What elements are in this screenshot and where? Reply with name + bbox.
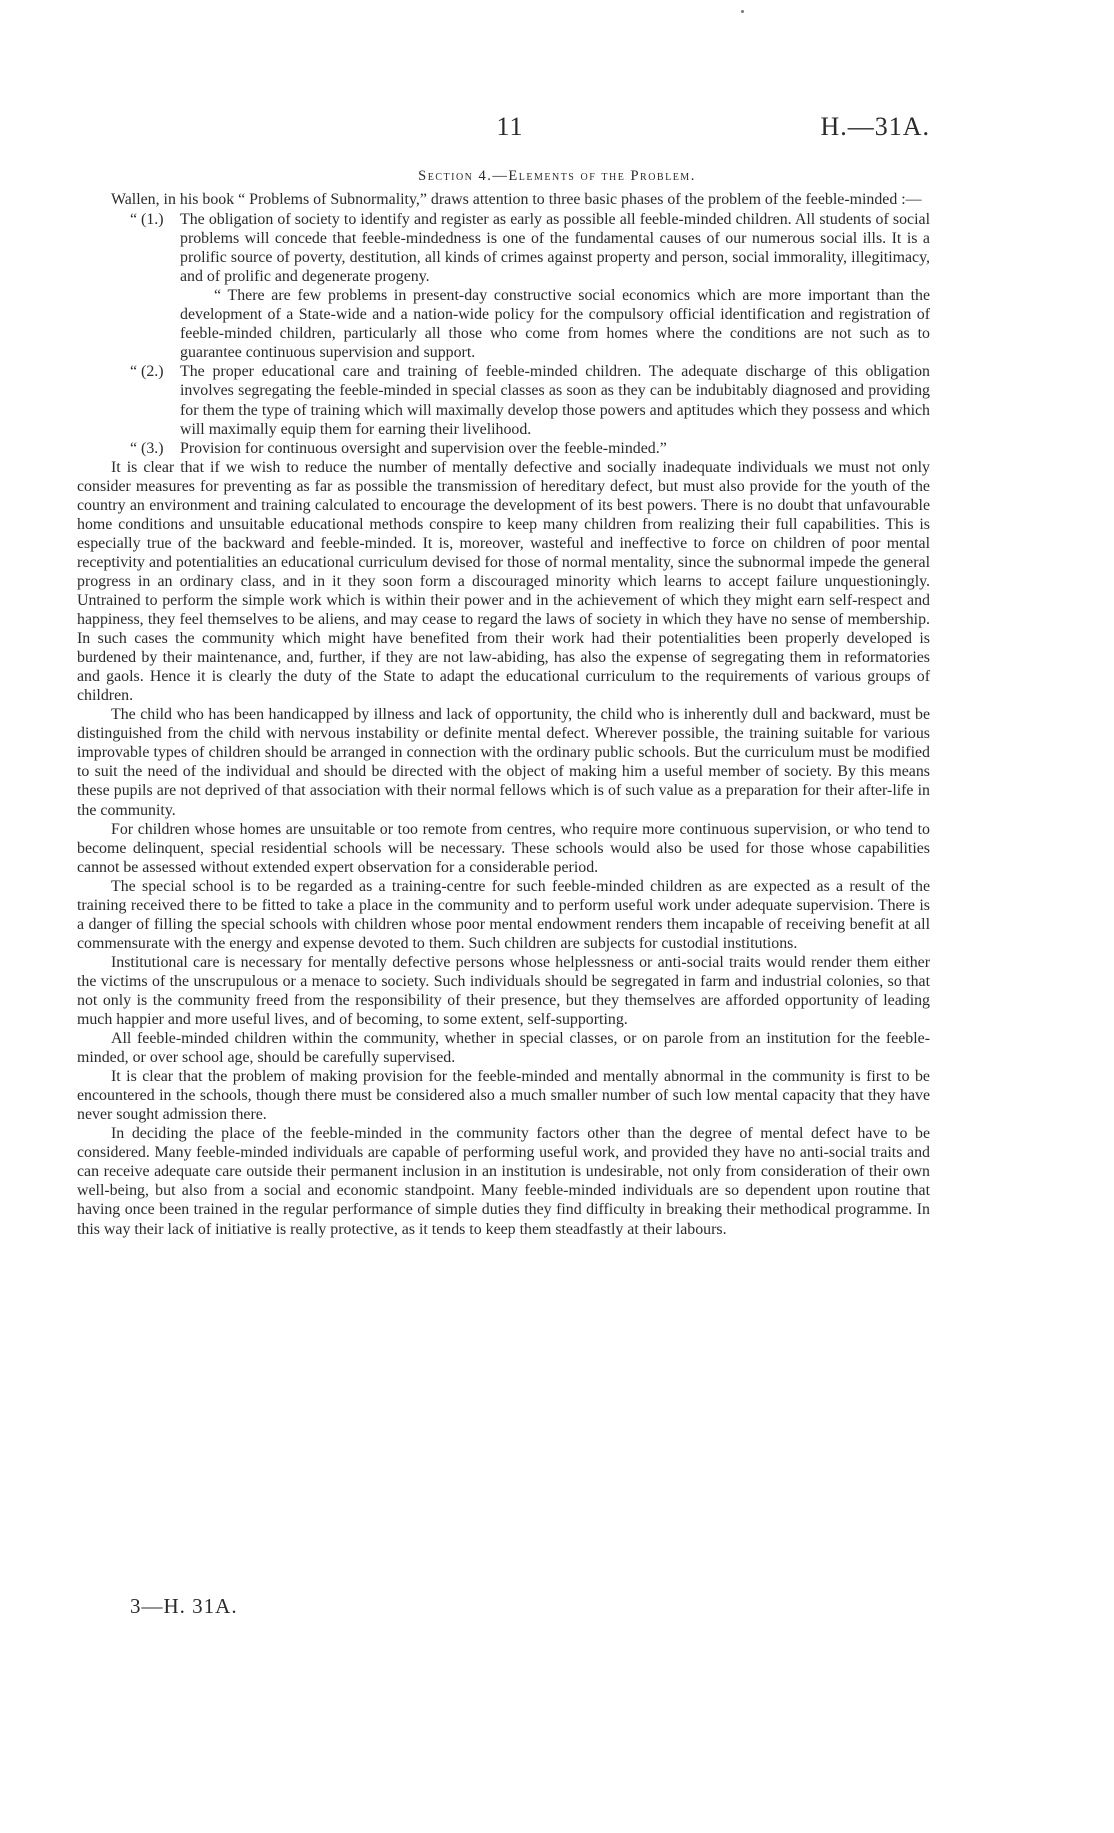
scan-speck	[741, 10, 744, 13]
section-title: Section 4.—Elements of the Problem.	[418, 168, 696, 184]
body-paragraph: Institutional care is necessary for mentally defective persons whose helplessness or anti-social traits would render them either the victims of the unscrupulous or a menace to society. Such individuals should be segregated in farm and industrial colonies, so that not only is the community freed from the responsibility of their presence, but they themselves are afforded opportunity of leading much happier and more useful lives, and of becoming, to some extent, self-supporting.	[77, 953, 930, 1029]
body-paragraph: It is clear that if we wish to reduce the number of mentally defective and socially inadequate individuals we must not only consider measures for preventing as far as possible the transmission of hereditary defect, but must also provide for the youth of the country an environment and training calculated to encourage the development of its best powers. There is no doubt that unfavourable home conditions and unsuitable educational methods conspire to keep many children from realizing their full capabilities. This is especially true of the backward and feeble-minded. It is, moreover, wasteful and ineffective to force on children of poor mental receptivity and potentialities an educational curriculum devised for those of normal mentality, since the subnormal impede the general progress in an ordinary class, and in it they soon form a discouraged minority which learns to accept failure unquestioningly. Untrained to perform the simple work which is within their power and in the achievement of which they might earn self-respect and happiness, they feel themselves to be aliens, and may cease to regard the laws of society in which they have no sense of membership. In such cases the community which might have benefited from their work had their potentialities been properly developed is burdened by their maintenance, and, further, if they are not law-abiding, has also the expense of segregating them in reformatories and gaols. Hence it is clearly the duty of the State to adapt the educational curriculum to the requirements of various groups of children.	[77, 458, 930, 705]
body-paragraph: For children whose homes are unsuitable or too remote from centres, who require more continuous supervision, or who tend to become delinquent, special residential schools will be necessary. These schools would also be used for those whose capabilities cannot be assessed without extended expert observation for a considerable period.	[77, 820, 930, 876]
quote-text: The proper educational care and training of feeble-minded children. The adequate discharge of this obligation involves segregating the feeble-minded in special classes as soon as they can be indubitably diagnosed and providing for them the type of training which will maximally develop those powers and aptitudes which they possess and which will maximally equip them for earning their livelihood.	[180, 363, 930, 438]
footer-signature: 3—H. 31A.	[130, 1594, 238, 1618]
page-number: 11	[496, 112, 524, 141]
body-paragraph: The child who has been handicapped by illness and lack of opportunity, the child who is inherently dull and backward, must be distinguished from the child with nervous instability or definite mental defect. Wherever possible, the training suitable for various improvable types of children should be arranged in connection with the ordinary public schools. But the curriculum must be modified to suit the need of the individual and should be directed with the object of making him a useful member of society. By this means these pupils are not deprived of that association with their normal fellows which is of such value as a preparation for their after-life in the community.	[77, 706, 930, 819]
body-paragraph: The special school is to be regarded as a training-centre for such feeble-minded children as are expected as a result of the training received there to be fitted to take a place in the community and to perform useful work under adequate supervision. There is a danger of filling the special schools with children whose poor mental endowment renders them incapable of receiving benefit at all commensurate with the energy and expense devoted to them. Such children are subjects for custodial institutions.	[77, 877, 930, 952]
intro-paragraph: Wallen, in his book “ Problems of Subnormality,” draws attention to three basic phases of the problem of the feeble-minded :—	[111, 191, 922, 208]
quote-marker: “ (3.)	[130, 439, 164, 457]
quote-text: The obligation of society to identify and register as early as possible all feeble-minded children. All students of social problems will concede that feeble-mindedness is one of the fundamental causes of our numerous social ills. It is a prolific source of poverty, destitution, all kinds of crimes against property and person, social immorality, illegitimacy, and of prolific and degenerate progeny.	[180, 211, 930, 286]
body-paragraph: It is clear that the problem of making provision for the feeble-minded and mentally abnormal in the community is first to be encountered in the schools, though there must be considered also a much smaller number of such low mental capacity that they have never sought admission there.	[77, 1068, 930, 1124]
quote-marker: “ (1.)	[130, 211, 164, 229]
body-paragraph: In deciding the place of the feeble-minded in the community factors other than the degree of mental defect have to be considered. Many feeble-minded individuals are capable of performing useful work, and provided they have no anti-social traits and can receive adequate care outside their permanent inclusion in an institution is undesirable, not only from consideration of their own well-being, but also from a social and economic standpoint. Many feeble-minded individuals are so dependent upon routine that having once been trained in the regular performance of simple duties they find difficulty in breaking their methodical programme. In this way their lack of initiative is really protective, as it tends to keep them steadfastly at their labours.	[77, 1125, 930, 1238]
quote-text: “ There are few problems in present-day constructive social economics which are more important than the development of a State-wide and a nation-wide policy for the compulsory official identification and registration of feeble-minded children, particularly all those who come from homes where the conditions are not such as to guarantee continuous supervision and support.	[180, 287, 930, 362]
quote-item-3	[130, 439, 930, 458]
body-paragraph: All feeble-minded children within the community, whether in special classes, or on parole from an institution for the feeble-minded, or over school age, should be carefully supervised.	[77, 1030, 930, 1067]
document-reference: H.—31A.	[820, 112, 930, 141]
quote-marker: “ (2.)	[130, 363, 164, 381]
quote-text: Provision for continuous oversight and supervision over the feeble-minded.”	[180, 439, 667, 457]
quote-item-1	[130, 210, 930, 286]
quote-item-2	[130, 362, 930, 438]
document-body	[77, 190, 930, 1239]
quote-item-continuation	[180, 286, 930, 362]
